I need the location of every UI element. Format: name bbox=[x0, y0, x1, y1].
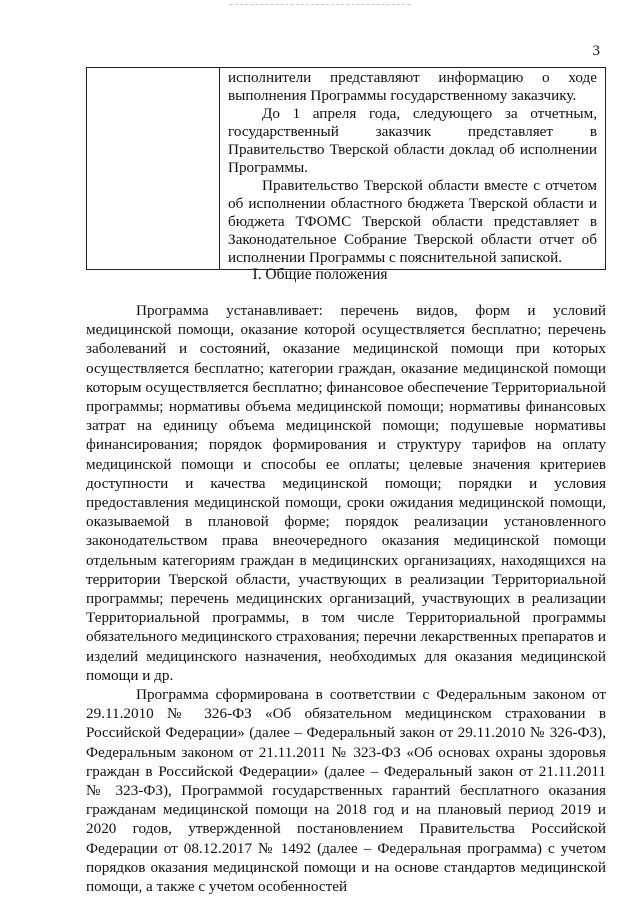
table-label-cell bbox=[87, 68, 220, 270]
section-body bbox=[86, 301, 606, 896]
body-paragraph: Программа сформирована в соответствии с Федеральным законом от 29.11.2010 № 326-ФЗ «Об обязательном медицинском страховании в Российской Федерации» (далее – Федеральный закон от 29.11.2010 № 326-ФЗ), Федеральным законом от 21.11.2011 № 323-ФЗ «Об основах охраны здоровья граждан в Российской Федерации» (далее – Федеральный закон от 21.11.2011 № 323-ФЗ), Программой государственных гарантий бесплатного оказания гражданам медицинской помощи на 2018 год и на плановый период 2019 и 2020 годов, утвержденной постановлением Правительства Российской Федерации от 08.12.2017 № 1492 (далее – Федеральная программа) с учетом порядков оказания медицинской помощи и на основе стандартов медицинской помощи, а также с учетом особенностей bbox=[86, 686, 606, 896]
scan-edge-mark bbox=[230, 4, 410, 5]
section-heading: I. Общие положения bbox=[252, 266, 388, 283]
body-paragraph: Программа устанавливает: перечень видов, форм и условий медицинской помощи, оказание которой осуществляется бесплатно; перечень заболеваний и состояний, оказание медицинской помощи при которых осуществляется бесплатно; категории граждан, оказание медицинской помощи которым осуществляется бесплатно; финансовое обеспечение Территориальной программы; нормативы объема медицинской помощи; нормативы финансовых затрат на единицу объема медицинской помощи; подушевые нормативы финансирования; порядок формирования и структуру тарифов на оплату медицинской помощи и способы ее оплаты; целевые значения критериев доступности и качества медицинской помощи; порядки и условия предоставления медицинской помощи, сроки ожидания медицинской помощи, оказываемой в плановой форме; порядок реализации установленного законодательством права внеочередного оказания медицинской помощи отдельным категориям граждан в медицинских организациях, находящихся на территории Тверской области, участвующих в реализации Территориальной программы; перечень медицинских организаций, участвующих в реализации Территориальной программы, в том числе Территориальной программы обязательного медицинского страхования; перечни лекарственных препаратов и изделий медицинского назначения, необходимых для оказания медицинской помощи и др. bbox=[86, 302, 606, 684]
table-text-cell bbox=[220, 68, 606, 270]
table-paragraph: До 1 апреля года, следующего за отчетным, государственный заказчик представляет в Правительство Тверской области доклад об исполнении Программы. bbox=[228, 105, 597, 176]
page-number: 3 bbox=[592, 43, 600, 59]
table-paragraph: исполнители представляют информацию о ходе выполнения Программы государственному заказчику. bbox=[228, 69, 597, 104]
table-paragraph: Правительство Тверской области вместе с отчетом об исполнении областного бюджета Тверской области и бюджета ТФОМС Тверской области представляет в Законодательное Собрание Тверской области отчет об исполнении Программы с пояснительной запиской. bbox=[228, 177, 597, 266]
table-row bbox=[87, 68, 606, 270]
continuation-table bbox=[86, 67, 606, 270]
